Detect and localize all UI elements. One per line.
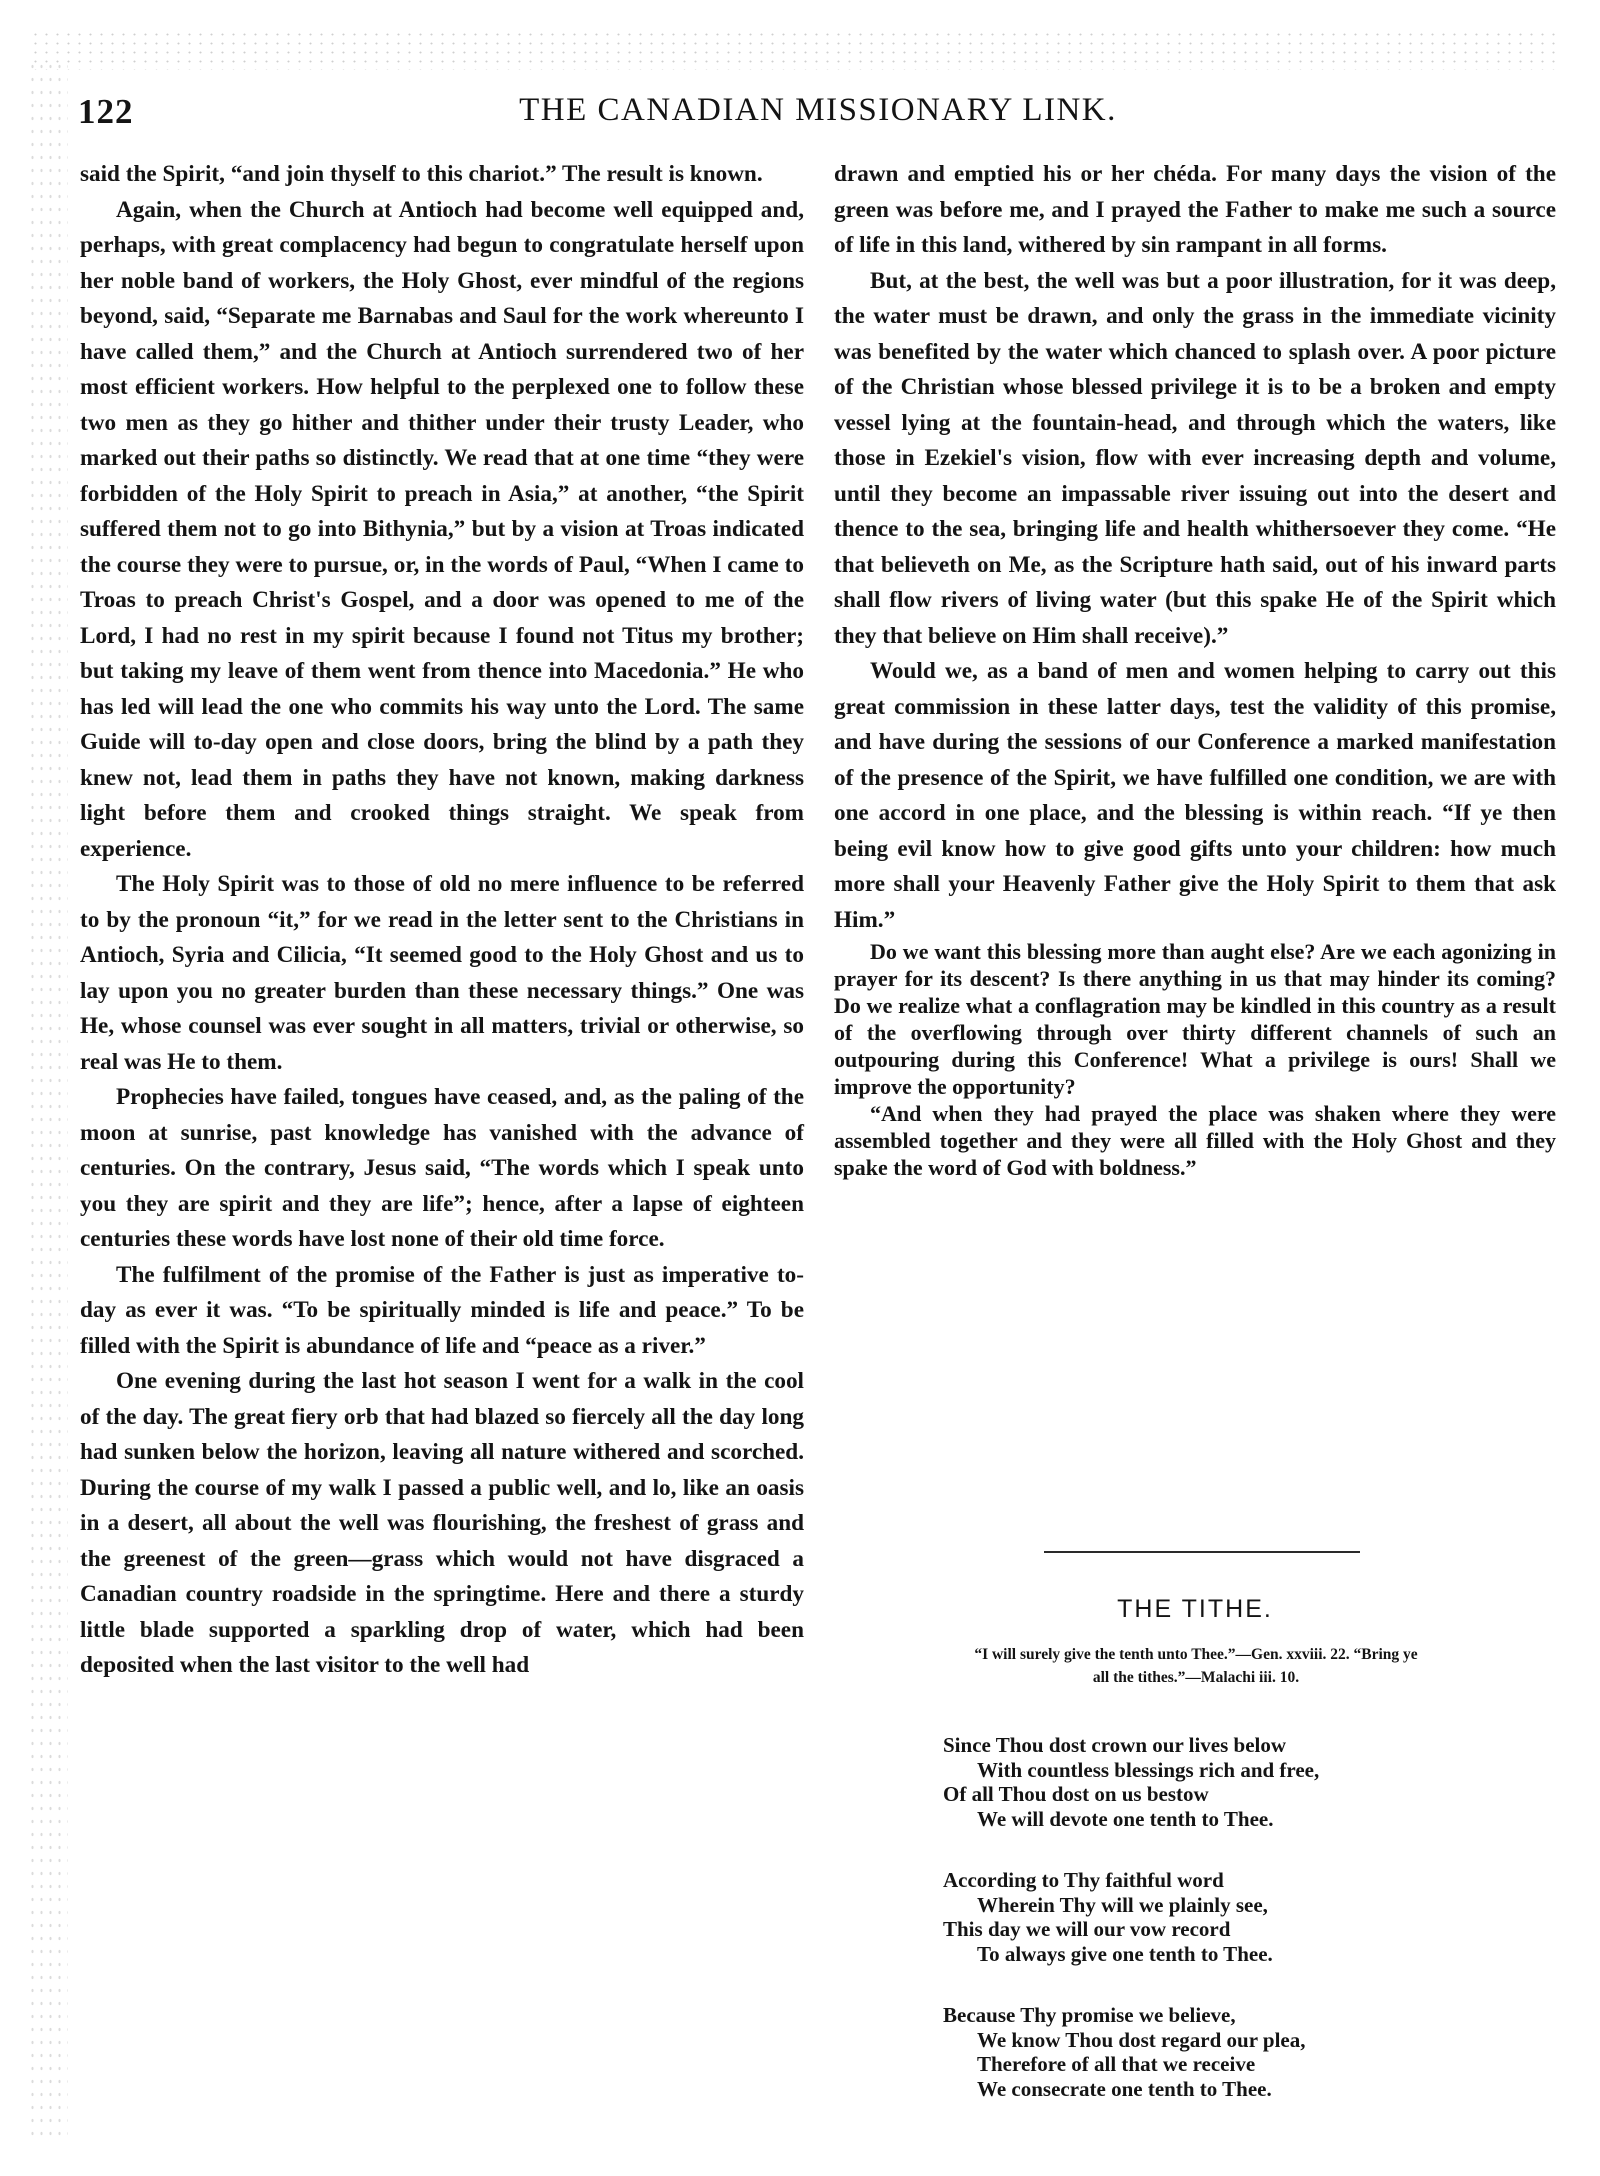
paragraph: said the Spirit, “and join thyself to this chariot.” The result is known. bbox=[80, 161, 763, 187]
paragraph: Do we want this blessing more than aught else? Are we each agonizing in prayer for its descent? Is there anything in us that may hinder its coming? Do we realize what a conflagration may be kindled in this country as a result of the overflowing through over thirty different channels of such an outpouring during this Conference! What a privilege is ours! Shall we improve the opportunity? bbox=[834, 939, 1556, 1099]
poem-line: Since Thou dost crown our lives below bbox=[943, 1733, 1287, 1757]
poem-line: Wherein Thy will we plainly see, bbox=[977, 1892, 1268, 1917]
paragraph: “And when they had prayed the place was shaken where they were assembled together and they were all filled with the Holy Ghost and they spake the word of God with boldness.” bbox=[834, 1101, 1556, 1180]
epigraph-line: “I will surely give the tenth unto Thee.”—Gen. xxviii. 22. “Bring ye bbox=[974, 1646, 1418, 1663]
poem-line: This day we will our vow record bbox=[943, 1917, 1231, 1941]
poem-line: We consecrate one tenth to Thee. bbox=[977, 2076, 1272, 2101]
scan-speckle-left bbox=[28, 60, 68, 2140]
left-column bbox=[80, 157, 804, 1684]
paragraph: One evening during the last hot season I went for a walk in the cool of the day. The great fiery orb that had blazed so fiercely all the day long had sunken below the horizon, leaving all nature withered and scorched. During the course of my walk I passed a public well, and lo, like an oasis in a desert, all about the well was flourishing, the freshest of grass and the greenest of the green—grass which would not have disgraced a Canadian country roadside in the springtime. Here and there a sturdy little blade supported a sparkling drop of water, which had been deposited when the last visitor to the well had bbox=[80, 1368, 804, 1678]
section-divider bbox=[1044, 1551, 1360, 1553]
poem-line: We know Thou dost regard our plea, bbox=[977, 2027, 1306, 2052]
page-number: 122 bbox=[78, 92, 134, 131]
paragraph: The fulfilment of the promise of the Father is just as imperative to-day as ever it was. “To be spiritually minded is life and peace.” To be filled with the Spirit is abundance of life and “peace as a river.” bbox=[80, 1261, 804, 1359]
poem-line: According to Thy faithful word bbox=[943, 1868, 1224, 1892]
poem-line: Therefore of all that we receive bbox=[977, 2052, 1256, 2076]
running-title: THE CANADIAN MISSIONARY LINK. bbox=[519, 92, 1117, 128]
poem-line: To always give one tenth to Thee. bbox=[977, 1941, 1273, 1966]
page-header bbox=[78, 92, 1558, 136]
scan-speckle-top bbox=[30, 30, 1560, 70]
poem-line: We will devote one tenth to Thee. bbox=[977, 1806, 1274, 1831]
paragraph: Prophecies have failed, tongues have ceased, and, as the paling of the moon at sunrise, past knowledge has vanished with the advance of centuries. On the contrary, Jesus said, “The words which I speak unto you they are spirit and they are life”; hence, after a lapse of eighteen centuries these words have lost none of their old time force. bbox=[80, 1084, 804, 1252]
small-type-block bbox=[834, 938, 1556, 1181]
poem-title: THE TITHE. bbox=[1117, 1595, 1273, 1623]
poem-line: Of all Thou dost on us bestow bbox=[943, 1782, 1209, 1806]
paragraph: drawn and emptied his or her chéda. For many days the vision of the green was before me, and I prayed the Father to make me such a source of life in this land, withered by sin rampant in all forms. bbox=[834, 161, 1556, 258]
paragraph: The Holy Spirit was to those of old no mere influence to be referred to by the pronoun “it,” for we read in the letter sent to the Christians in Antioch, Syria and Cilicia, “It seemed good to the Holy Ghost and us to lay upon you no greater burden than these necessary things.” One was He, whose counsel was ever sought in all matters, trivial or otherwise, so real was He to them. bbox=[80, 871, 804, 1075]
paragraph: Again, when the Church at Antioch had become well equipped and, perhaps, with great complacency had begun to congratulate herself upon her noble band of workers, the Holy Ghost, ever mindful of the regions beyond, said, “Separate me Barnabas and Saul for the work whereunto I have called them,” and the Church at Antioch surrendered two of her most efficient workers. How helpful to the perplexed one to follow these two men as they go hither and thither under their trusty Leader, who marked out their paths so distinctly. We read that at one time “they were forbidden of the Holy Spirit to preach in Asia,” at another, “the Spirit suffered them not to go into Bithynia,” but by a vision at Troas indicated the course they were to pursue, or, in the words of Paul, “When I came to Troas to preach Christ's Gospel, and a door was opened to me of the Lord, I had no rest in my spirit because I found not Titus my brother; but taking my leave of them went from thence into Macedonia.” He who has led will lead the one who commits his way unto the Lord. The same Guide will to-day open and close doors, bring the blind by a path they knew not, lead them in paths they have not known, making darkness light before them and crooked things straight. We speak from experience. bbox=[80, 196, 804, 862]
paragraph: But, at the best, the well was but a poor illustration, for it was deep, the water must be drawn, and only the grass in the immediate vicinity was benefited by the water which chanced to splash over. A poor picture of the Christian whose blessed privilege it is to be a broken and empty vessel lying at the fountain-head, and through which the waters, like those in Ezekiel's vision, flow with ever increasing depth and volume, until they become an impassable river issuing out into the desert and thence to the sea, bringing life and health whithersoever they come. “He that believeth on Me, as the Scripture hath said, out of his inward parts shall flow rivers of living water (but this spake He of the Spirit which they that believe on Him shall receive).” bbox=[834, 267, 1556, 649]
poem-line: Because Thy promise we believe, bbox=[943, 2003, 1236, 2027]
poem-stanza bbox=[943, 1733, 1319, 1831]
poem-epigraph bbox=[838, 1643, 1554, 1689]
poem-line: With countless blessings rich and free, bbox=[977, 1757, 1320, 1782]
epigraph-line: all the tithes.”—Malachi iii. 10. bbox=[1092, 1669, 1300, 1686]
paragraph: Would we, as a band of men and women helping to carry out this great commission in these latter days, test the validity of this promise, and have during the sessions of our Conference a marked manifestation of the presence of the Spirit, we have fulfilled one condition, we are with one accord in one place, and the blessing is within reach. “If ye then being evil know how to give good gifts unto your children: how much more shall your Heavenly Father give the Holy Spirit to them that ask Him.” bbox=[834, 658, 1556, 933]
right-column bbox=[834, 157, 1556, 1181]
poem-stanza bbox=[943, 2003, 1305, 2101]
poem-stanza bbox=[943, 1868, 1273, 1966]
